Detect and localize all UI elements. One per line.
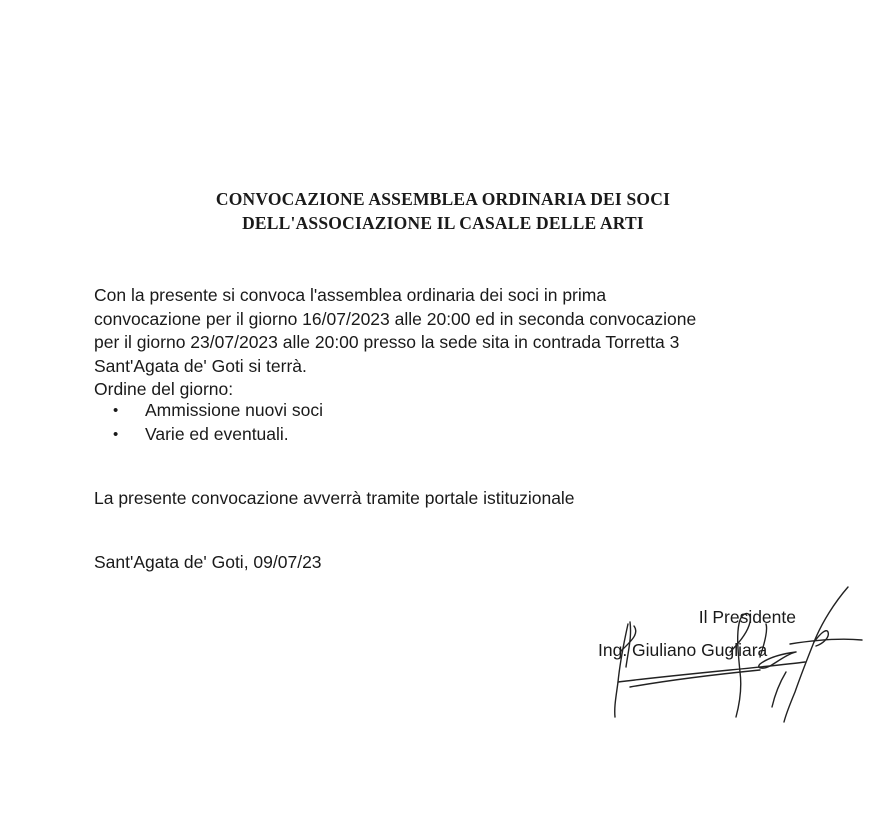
- body-line: convocazione per il giorno 16/07/2023 alle 20:00 ed in seconda convocazione: [94, 308, 697, 329]
- convocation-paragraph: [94, 284, 696, 402]
- notice-text: La presente convocazione avverrà tramite portale istituzionale: [94, 488, 575, 508]
- agenda-item-label: Varie ed eventuali.: [145, 423, 289, 444]
- agenda-item-label: Ammissione nuovi soci: [145, 400, 323, 420]
- bullet-icon: •: [113, 402, 119, 419]
- place-date: Sant'Agata de' Goti, 09/07/23: [94, 552, 322, 572]
- agenda-item: [94, 399, 323, 423]
- body-line: per il giorno 23/07/2023 alle 20:00 presso la sede sita in contrada Torretta 3: [94, 332, 680, 353]
- body-line: Con la presente si convoca l'assemblea ordinaria dei soci in prima: [94, 285, 607, 305]
- signatory-role: Il Presidente: [698, 607, 796, 627]
- document-title: [0, 187, 886, 235]
- bullet-icon: •: [113, 425, 119, 443]
- body-line: Sant'Agata de' Goti si terrà.: [94, 355, 307, 376]
- agenda-heading: Ordine del giorno:: [94, 379, 234, 400]
- agenda-list: [94, 399, 323, 446]
- title-line-1: CONVOCAZIONE ASSEMBLEA ORDINARIA DEI SOCI: [215, 189, 671, 209]
- agenda-item: [94, 423, 323, 447]
- signatory-name: Ing. Giuliano Gugliara: [598, 640, 768, 660]
- title-line-2: DELL'ASSOCIAZIONE IL CASALE DELLE ARTI: [242, 213, 644, 233]
